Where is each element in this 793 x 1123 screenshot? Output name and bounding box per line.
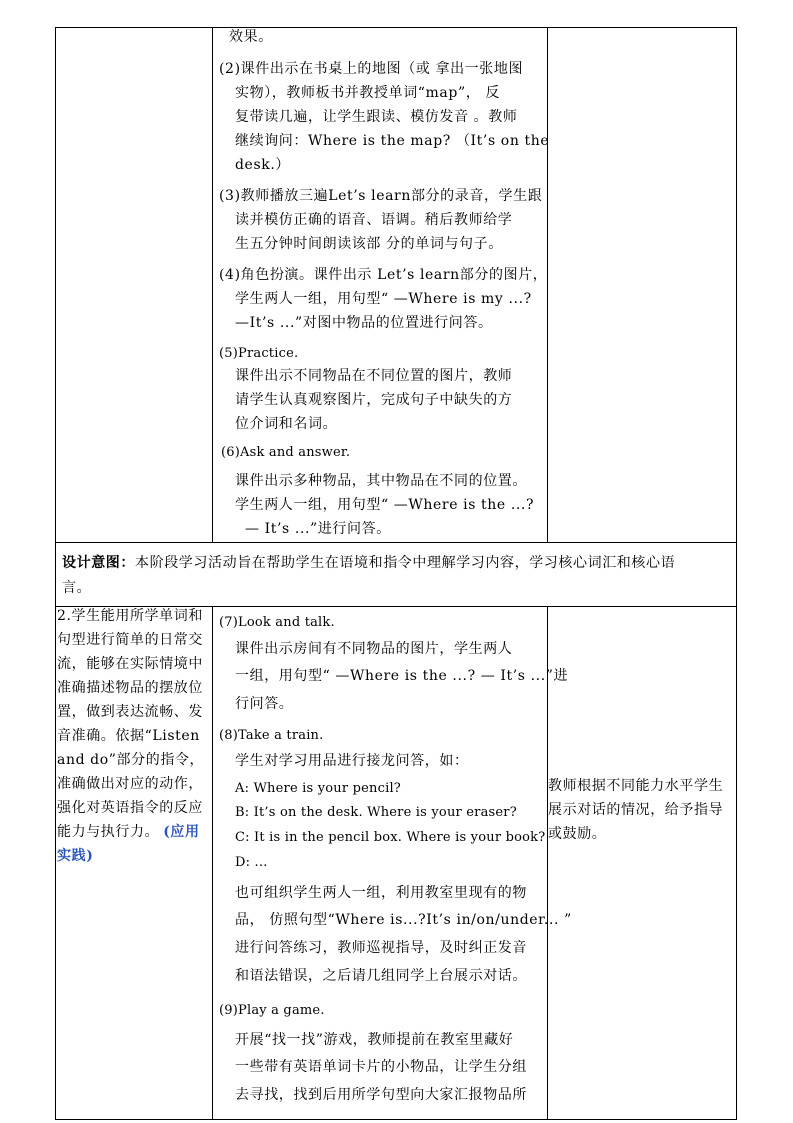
step-9-line-2: 一些带有英语单词卡片的小物品，让学生分组 [235,1059,527,1075]
step-5-line-1: 课件出示不同物品在不同位置的图片，教师 [235,368,513,384]
column-divider-2-top [547,27,548,542]
step-2-line-1: (2)课件出示在书桌上的地图（或 拿出一张地图 [219,61,524,77]
evaluation-line-1: 教师根据不同能力水平学生 [548,778,724,794]
objective-line-2: 句型进行简单的日常交 [57,632,203,648]
step-3-line-2: 读并模仿正确的语音、语调。稍后教师给学 [235,212,513,228]
row-divider-2 [55,606,737,607]
objective-line-1: 2.学生能用所学单词和 [57,608,203,624]
objective-line-9: 强化对英语指令的反应 [57,800,203,816]
step-7-title: (7)Look and talk. [219,615,335,630]
objective-line-3: 流，能够在实际情境中 [57,656,203,672]
evaluation-line-3: 或鼓励。 [548,826,607,842]
step-7-line-3: 行问答。 [235,696,294,712]
design-intent-line-2: 言。 [62,580,92,596]
row-divider-1 [55,542,737,543]
step-3-line-3: 生五分钟时间朗读该部 分的单词与句子。 [235,236,503,252]
step-5-line-3: 位介词和名词。 [235,416,338,432]
step-6-line-2: 学生两人一组，用句型“ —Where is the ...? [235,497,535,513]
step-8-title: (8)Take a train. [219,728,324,743]
step-6-title: (6)Ask and answer. [221,445,351,460]
step-7-line-2: 一组，用句型“ —Where is the ...? — It’s ...”进 [235,668,569,684]
step-9-line-1: 开展“找一找”游戏，教师提前在教室里藏好 [235,1032,514,1048]
design-intent-line-1 [62,555,675,571]
objective-line-5: 置，做到表达流畅、发 [57,704,203,720]
step-4-line-1: (4)角色扮演。课件出示 Let’s learn部分的图片， [219,267,548,283]
table-border-left [55,27,56,1120]
step-8-dialogue-a: A: Where is your pencil? [235,781,401,796]
step-5-title: (5)Practice. [219,346,299,361]
step-2-line-3: 复带读几遍，让学生跟读、模仿发音 。教师 [235,109,518,125]
step-4-line-2: 学生两人一组，用句型“ —Where is my ...? [235,291,532,307]
design-intent-label: 设计意图： [62,555,135,571]
table-border-top [55,27,737,28]
step-8-dialogue-d: D: ... [235,855,268,870]
column-divider-1-top [212,27,213,542]
step-8b-line-4: 和语法错误，之后请几组同学上台展示对话。 [235,968,527,984]
effect-text: 效果。 [229,29,273,45]
step-7-line-1: 课件出示房间有不同物品的图片，学生两人 [235,641,513,657]
step-2-line-4: 继续询问：Where is the map? （It’s on the [235,133,550,149]
step-2-line-5: desk.） [235,157,290,173]
objective-line-4: 准确描述物品的摆放位 [57,680,203,696]
step-4-line-3: —It’s ...”对图中物品的位置进行问答。 [235,315,493,331]
step-5-line-2: 请学生认真观察图片，完成句子中缺失的方 [235,392,513,408]
step-8b-line-2: 品， 仿照句型“Where is...?It’s in/on/under... ” [235,912,572,928]
objective-line-6: 音准确。依据“Listen [57,728,200,744]
category-tag-part-2: 实践) [57,848,94,864]
step-8-line-1: 学生对学习用品进行接龙问答，如： [235,753,469,769]
step-8b-line-1: 也可组织学生两人一组，利用教室里现有的物 [235,885,527,901]
objective-line-8: 准确做出对应的动作， [57,776,203,792]
objective-line-10 [57,824,200,840]
category-tag-part-1: (应用 [163,824,200,840]
column-divider-1-bottom [212,606,213,1120]
table-border-right [736,27,737,1120]
step-8-dialogue-c: C: It is in the pencil box. Where is your book? [235,830,546,845]
objective-line-7: and do”部分的指令， [57,752,205,768]
step-9-title: (9)Play a game. [219,1003,325,1018]
table-border-bottom [55,1119,737,1120]
design-intent-text: 本阶段学习活动旨在帮助学生在语境和指令中理解学习内容，学习核心词汇和核心语 [135,555,676,571]
step-8b-line-3: 进行问答练习，教师巡视指导，及时纠正发音 [235,940,527,956]
step-2-line-2: 实物），教师板书并教授单词“map”， 反 [235,85,500,101]
step-8-dialogue-b: B: It’s on the desk. Where is your eraser? [235,805,517,820]
step-3-line-1: (3)教师播放三遍Let’s learn部分的录音，学生跟 [219,188,543,204]
step-6-line-3: — It’s ...”进行问答。 [245,521,391,537]
step-6-line-1: 课件出示多种物品，其中物品在不同的位置。 [235,473,527,489]
evaluation-line-2: 展示对话的情况，给予指导 [548,802,724,818]
objective-line-10-text: 能力与执行力。 [57,824,160,840]
step-9-line-3: 去寻找，找到后用所学句型向大家汇报物品所 [235,1087,527,1103]
